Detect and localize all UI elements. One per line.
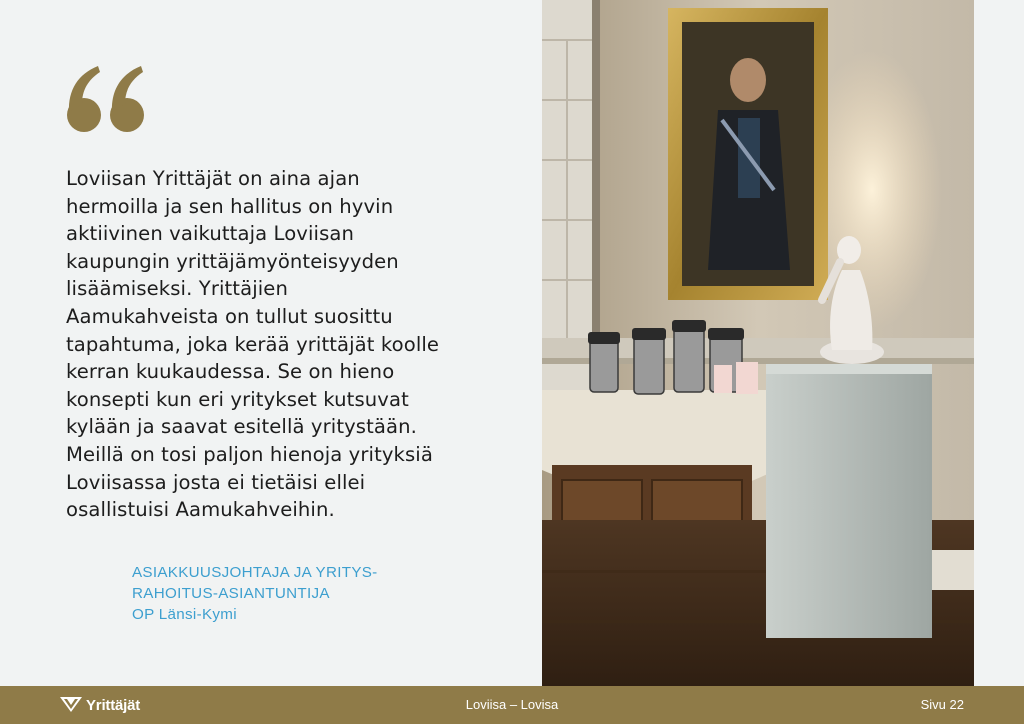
interior-photo (542, 0, 974, 686)
quote-text: Loviisan Yrittäjät on aina ajan hermoilla ja sen hallitus on hyvin aktiivinen vaikuttaja Loviisan kaupungin yrittäjämyönteisyyden lisäämiseksi. Yrittäjien Aamukahveista on tullut suosittu tapahtuma, joka kerää yrittäjät koolle kerran kuukaudessa. Se on hieno konsepti kun eri yritykset kutsuvat kylään ja saavat esitellä yritystään. Meillä on tosi paljon hienoja yrityksiä Loviisassa josta ei tietäisi ellei osallistuisi Aamukahveihin. (66, 167, 440, 522)
page-number: Sivu 22 (920, 697, 964, 712)
attribution-title-line-1: ASIAKKUUSJOHTAJA JA YRITYS- (132, 564, 378, 581)
logo-text: Yrittäjät (86, 696, 141, 714)
attribution-company: OP Länsi-Kymi (132, 606, 237, 623)
footer-location: Loviisa – Lovisa (465, 697, 559, 712)
interior-photo-illustration (542, 0, 974, 686)
right-margin (974, 0, 1024, 686)
attribution-title-line-2: RAHOITUS-ASIANTUNTIJA (132, 585, 330, 602)
footer-bar (0, 686, 1024, 724)
attribution (132, 562, 378, 625)
open-quote-icon (62, 52, 152, 142)
